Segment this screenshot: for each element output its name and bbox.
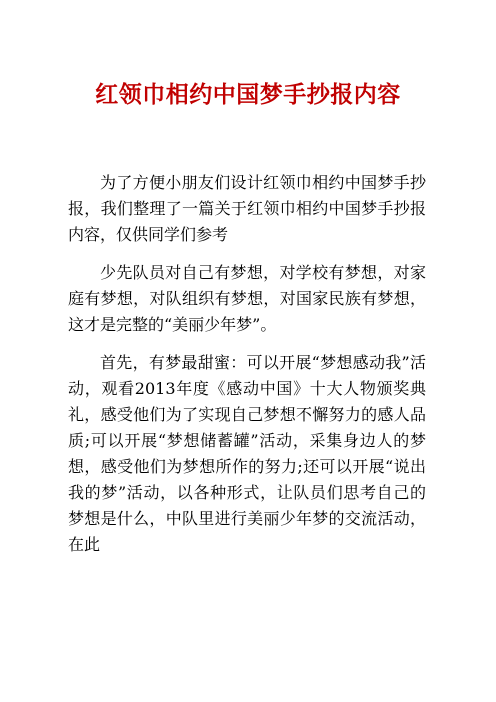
paragraph-activities: 首先，有梦最甜蜜：可以开展“梦想感动我”活动，观看2013年度《感动中国》十大人物颁奖典礼，感受他们为了实现自己梦想不懈努力的感人品质;可以开展“梦想储蓄罐”活动，采集身边人的梦想，感受他们为梦想所作的努力;还可以开展“说出我的梦”活动，以各种形式，让队员们思考自己的梦想是什么，中队里进行美丽少年梦的交流活动，在此 <box>68 353 426 554</box>
document-body <box>68 170 426 570</box>
paragraph-dreams: 少先队员对自己有梦想，对学校有梦想，对家庭有梦想，对队组织有梦想，对国家民族有梦想，这才是完整的“美丽少年梦”。 <box>68 263 426 334</box>
paragraph-intro: 为了方便小朋友们设计红领巾相约中国梦手抄报，我们整理了一篇关于红领巾相约中国梦手抄报内容，仅供同学们参考 <box>68 173 426 244</box>
document-title: 红领巾相约中国梦手抄报内容 <box>95 82 401 108</box>
